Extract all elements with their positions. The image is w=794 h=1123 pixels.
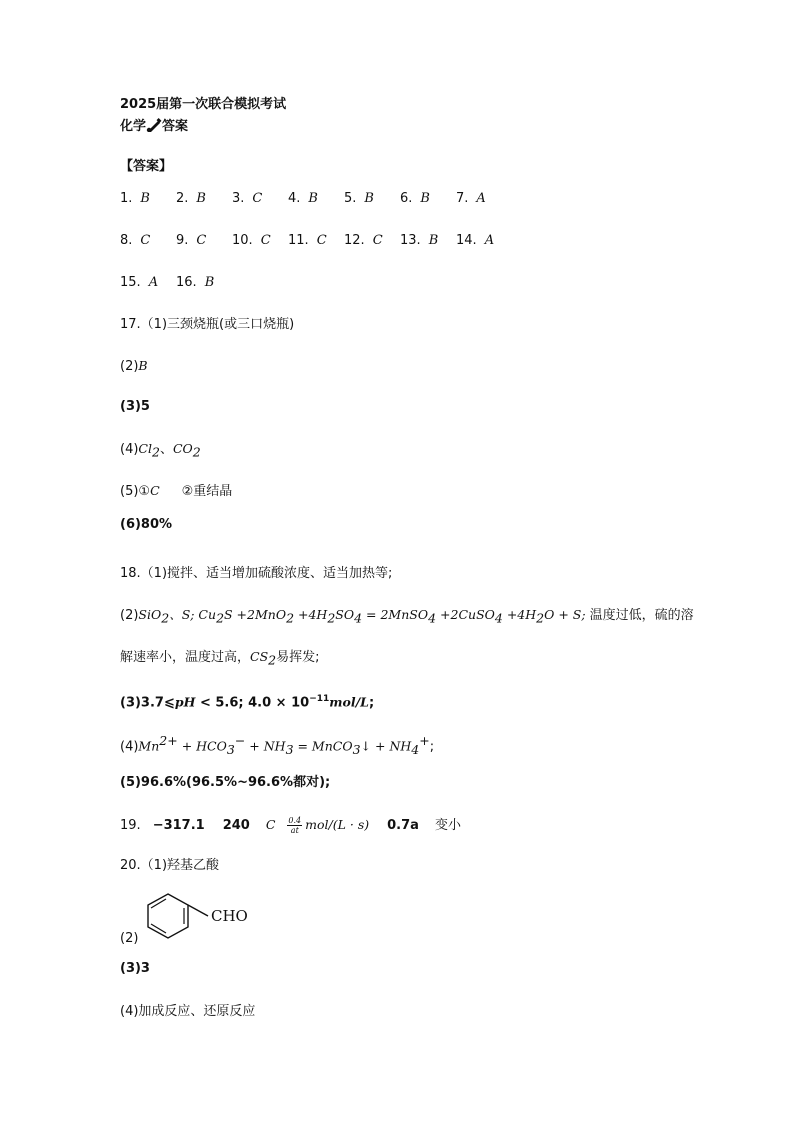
mc-answer-6: 6. B: [400, 191, 430, 206]
q17-part3: (3)5: [120, 399, 150, 414]
answer-section-heading: 【答案】: [120, 159, 173, 174]
q17-part1: 17.（1)三颈烧瓶(或三口烧瓶): [120, 317, 295, 332]
mc-answer-2: 2. B: [176, 191, 206, 206]
mc-answer-4: 4. B: [288, 191, 318, 206]
mc-answer-13: 13. B: [400, 233, 439, 248]
mc-answer-1: 1. B: [120, 191, 150, 206]
q20-part2-label: (2): [120, 931, 139, 946]
subject-suffix: 答案: [162, 119, 189, 134]
test-tube-icon: [146, 118, 162, 132]
mc-answer-15: 15. A: [120, 275, 159, 290]
subject-line: [120, 118, 188, 136]
q19-answers: 19. −317.1 240 C $\frac{0.4}{at}$ mol/(L · s) 0.7a 变小: [120, 816, 461, 835]
mc-answer-12: 12. C: [344, 233, 383, 248]
q18-part3: (3)3.7⩽pH < 5.6; $4.0 \times 10^{-11}mol/L$;: [120, 694, 375, 711]
mc-answer-11: 11. C: [288, 233, 327, 248]
q17-part6: (6)80%: [120, 517, 173, 532]
q18-part4: $(4)Mn^{2+} + HCO_3^- + NH_3$ = MnCO$_3$↓ + $NH_4^+$;: [120, 733, 435, 757]
cho-group-label: CHO: [211, 907, 248, 925]
q20-part3: (3)3: [120, 961, 150, 976]
q20-part4: (4)加成反应、还原反应: [120, 1004, 256, 1019]
mc-answer-3: 3. C: [232, 191, 263, 206]
q18-part1: 18.（1)搅拌、适当增加硫酸浓度、适当加热等;: [120, 566, 393, 581]
q18-part2: (2)SiO$_2$、S; $Cu_2S +2MnO_2 +4H_2SO_4$ = 2MnSO$_4$ +2CuSO$_4$ $+4H_2O + S$; 温度过低，硫的溶: [120, 607, 694, 626]
q17-part4: $(4)Cl_2$、$CO_2$: [120, 441, 201, 460]
mc-answer-14: 14. A: [456, 233, 495, 248]
mc-answer-7: 7. A: [456, 191, 486, 206]
mc-answer-9: 9. C: [176, 233, 207, 248]
q20-part1: 20.（1)羟基乙酸: [120, 858, 220, 873]
exam-title: 2025届第一次联合模拟考试: [120, 97, 287, 112]
q17-part2: (2)B: [120, 358, 148, 374]
q18-part5: (5)96.6%(96.5%~96.6%都对);: [120, 775, 331, 790]
mc-answer-8: 8. C: [120, 233, 151, 248]
q17-part5: (5)①C ②重结晶: [120, 483, 233, 499]
q18-part2-continued: 解速率小，温度过高，$CS_2$易挥发;: [120, 649, 320, 668]
mc-answer-10: 10. C: [232, 233, 271, 248]
mc-answer-5: 5. B: [344, 191, 374, 206]
mc-answer-16: 16. B: [176, 275, 215, 290]
subject-prefix: 化学: [120, 119, 147, 134]
q19-fraction: $\frac{0.4}{at}$: [288, 816, 302, 835]
